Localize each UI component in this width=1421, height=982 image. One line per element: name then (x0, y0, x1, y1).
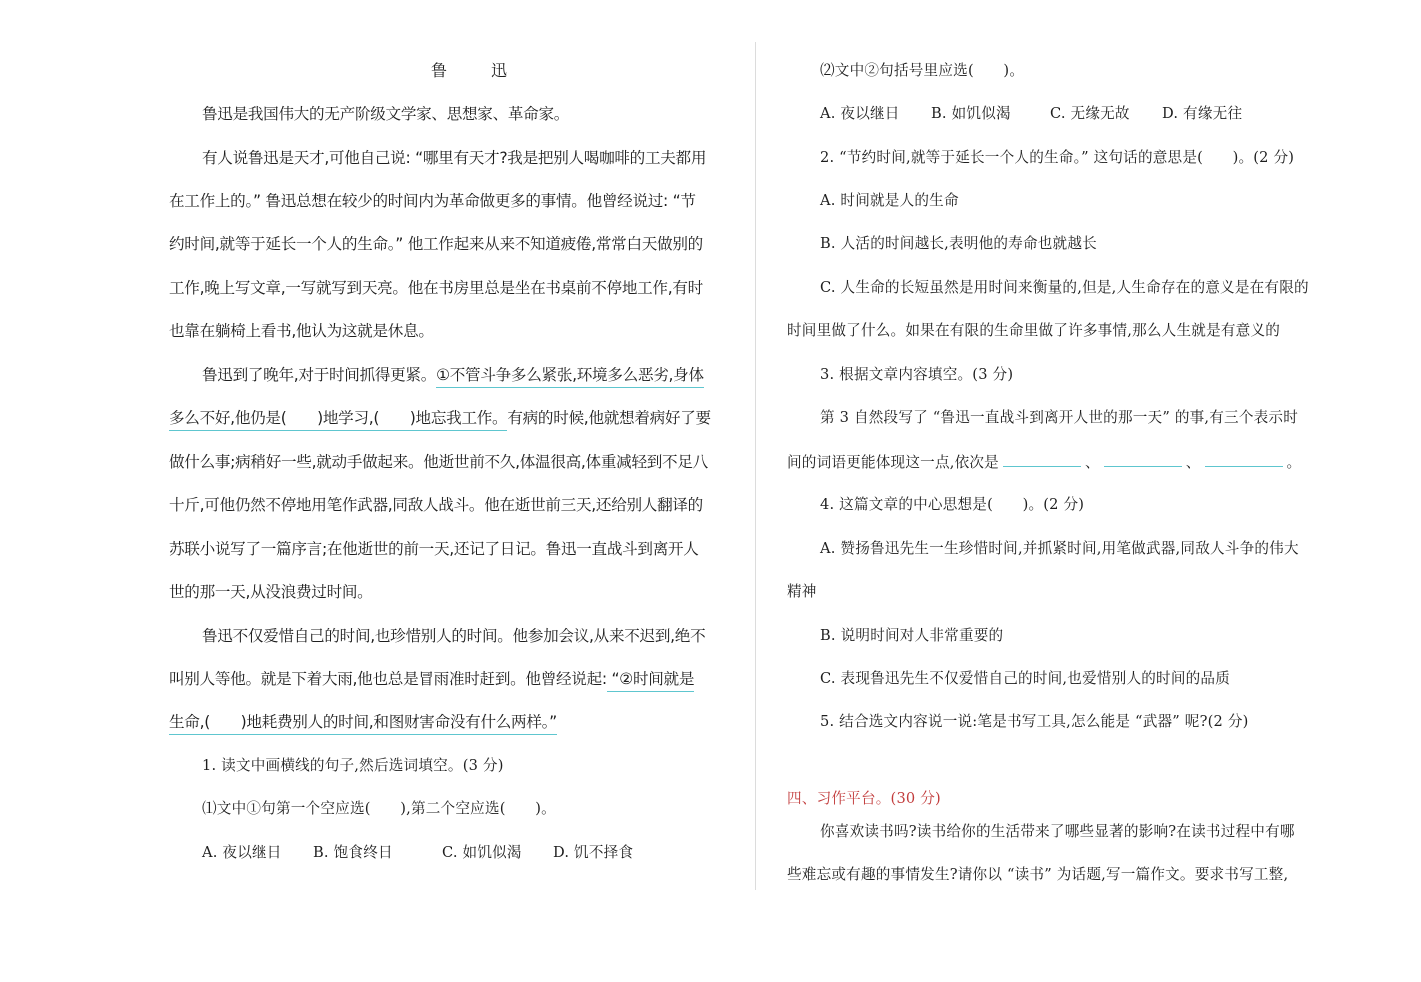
separator: 、 (1185, 454, 1201, 471)
question-1-sub-2: ⑵文中②句括号里应选( )。 (820, 62, 1025, 79)
question-2-option-a: A. 时间就是人的生命 (820, 192, 959, 209)
separator: 、 (1084, 454, 1100, 471)
paragraph-2-line-4: 工作,晚上写文章,一写就写到天亮。他在书房里总是坐在书桌前不停地工作,有时 (169, 279, 703, 297)
question-1-sub-1: ⑴文中①句第一个空应选( ),第二个空应选( )。 (202, 800, 556, 817)
section-4-prompt-line-2: 些难忘或有趣的事情发生?请你以 “读书” 为话题,写一篇作文。要求书写工整, (787, 866, 1289, 883)
section-4-prompt-line-1: 你喜欢读书吗?读书给你的生活带来了哪些显著的影响?在读书过程中有哪 (820, 823, 1295, 840)
question-5-stem: 5. 结合选文内容说一说:笔是书写工具,怎么能是 “武器” 呢?(2 分) (820, 713, 1249, 730)
question-3-line-1: 第 3 自然段写了 “鲁迅一直战斗到离开人世的那一天” 的事,有三个表示时 (820, 409, 1299, 426)
paragraph-2-line-5: 也靠在躺椅上看书,他认为这就是休息。 (169, 322, 434, 340)
paragraph-4-line-3 (169, 712, 557, 732)
paragraph-2-line-1: 有人说鲁迅是天才,可他自己说: “哪里有天才?我是把别人喝咖啡的工夫都用 (202, 149, 707, 167)
paragraph-3-line-3: 做什么事;病稍好一些,就动手做起来。他逝世前不久,体温很高,体重减轻到不足八 (169, 453, 708, 471)
q3-prefix: 间的词语更能体现这一点,依次是 (787, 454, 999, 471)
question-2-option-c-line-2: 时间里做了什么。如果在有限的生命里做了许多事情,那么人生就是有意义的 (787, 322, 1281, 339)
option-a: A. 夜以继日 (202, 844, 282, 861)
answer-blank-3[interactable] (1205, 452, 1283, 467)
option-d: D. 有缘无往 (1162, 105, 1243, 122)
paragraph-4-line-1: 鲁迅不仅爱惜自己的时间,也珍惜别人的时间。他参加会议,从来不迟到,绝不 (202, 627, 706, 645)
question-3-stem: 3. 根据文章内容填空。(3 分) (820, 366, 1014, 383)
question-3-line-2 (787, 452, 1301, 472)
underlined-sentence-2a: “②时间就是 (607, 670, 694, 692)
paragraph-3-line-6: 世的那一天,从没浪费过时间。 (169, 583, 373, 601)
title-char-2: 迅 (491, 61, 508, 80)
question-2-option-b: B. 人活的时间越长,表明他的寿命也就越长 (820, 235, 1097, 252)
question-4-option-c: C. 表现鲁迅先生不仅爱惜自己的时间,也爱惜别人的时间的品质 (820, 670, 1231, 687)
paragraph-3-line-2 (169, 408, 711, 428)
section-4-heading: 四、习作平台。(30 分) (787, 790, 941, 807)
option-a: A. 夜以继日 (820, 105, 900, 122)
column-divider (755, 42, 756, 890)
paragraph-2-line-2: 在工作上的。” 鲁迅总想在较少的时间内为革命做更多的事情。他曾经说过: “节 (169, 192, 696, 210)
paragraph-2-line-3: 约时间,就等于延长一个人的生命。” 他工作起来从来不知道疲倦,常常白天做别的 (169, 235, 703, 253)
option-b: B. 饱食终日 (313, 844, 393, 861)
title-char-1: 鲁 (431, 61, 448, 80)
p3-plain-text-2: 有病的时候,他就想着病好了要 (507, 409, 711, 427)
option-c: C. 如饥似渴 (442, 844, 522, 861)
p4-plain-text: 叫别人等他。就是下着大雨,他也总是冒雨准时赶到。他曾经说起: (169, 670, 607, 688)
answer-blank-1[interactable] (1003, 452, 1081, 467)
paragraph-3-line-1 (202, 365, 704, 385)
question-4-stem: 4. 这篇文章的中心思想是( )。(2 分) (820, 496, 1085, 513)
answer-blank-2[interactable] (1104, 452, 1182, 467)
p3-plain-text: 鲁迅到了晚年,对于时间抓得更紧。 (202, 366, 437, 384)
question-4-option-b: B. 说明时间对人非常重要的 (820, 627, 1004, 644)
option-b: B. 如饥似渴 (931, 105, 1011, 122)
paragraph-1: 鲁迅是我国伟大的无产阶级文学家、思想家、革命家。 (202, 105, 570, 123)
underlined-sentence-2b: 生命,( )地耗费别人的时间,和图财害命没有什么两样。” (169, 713, 557, 735)
question-4-option-a-line-2: 精神 (787, 583, 817, 600)
question-4-option-a-line-1: A. 赞扬鲁迅先生一生珍惜时间,并抓紧时间,用笔做武器,同敌人斗争的伟大 (820, 540, 1299, 557)
question-2-option-c-line-1: C. 人生命的长短虽然是用时间来衡量的,但是,人生命存在的意义是在有限的 (820, 279, 1309, 296)
period: 。 (1286, 454, 1302, 471)
underlined-sentence-1b: 多么不好,他仍是( )地学习,( )地忘我工作。 (169, 409, 507, 431)
passage-title (431, 61, 507, 81)
question-1-stem: 1. 读文中画横线的句子,然后选词填空。(3 分) (202, 757, 504, 774)
paragraph-4-line-2 (169, 669, 694, 689)
question-2-stem: 2. “节约时间,就等于延长一个人的生命。” 这句话的意思是( )。(2 分) (820, 149, 1295, 166)
paragraph-3-line-5: 苏联小说写了一篇序言;在他逝世的前一天,还记了日记。鲁迅一直战斗到离开人 (169, 540, 699, 558)
paragraph-3-line-4: 十斤,可他仍然不停地用笔作武器,同敌人战斗。他在逝世前三天,还给别人翻译的 (169, 496, 703, 514)
option-c: C. 无缘无故 (1050, 105, 1130, 122)
underlined-sentence-1a: ①不管斗争多么紧张,环境多么恶劣,身体 (436, 366, 704, 388)
option-d: D. 饥不择食 (553, 844, 634, 861)
